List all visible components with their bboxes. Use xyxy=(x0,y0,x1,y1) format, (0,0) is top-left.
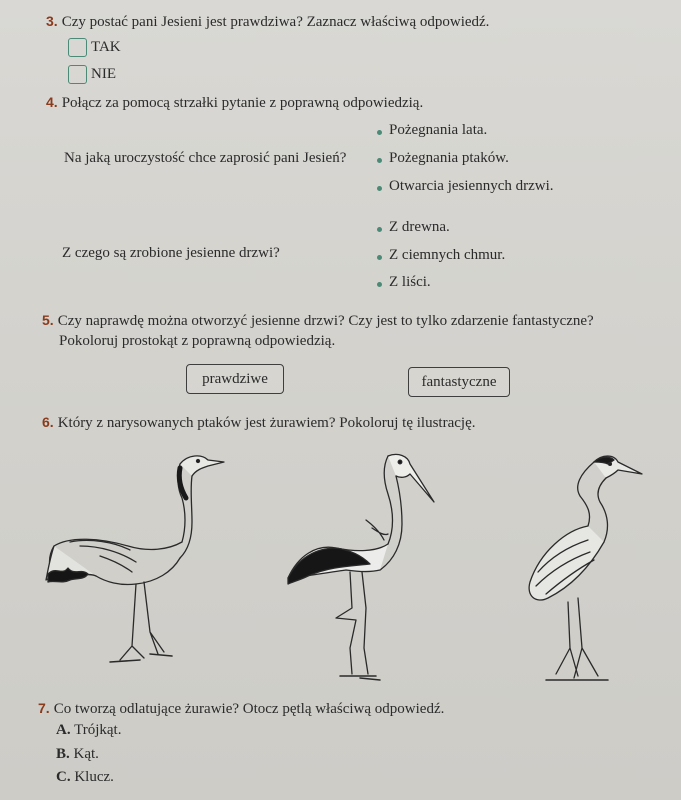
answer-bullet[interactable] xyxy=(377,130,382,135)
question-3 xyxy=(46,13,489,31)
question-text: Czy postać pani Jesieni jest prawdziwa? Zaznacz właściwą odpowiedź. xyxy=(61,14,490,30)
question-number: 7. xyxy=(38,700,50,716)
match-question-1: Na jaką uroczystość chce zaprosić pani Jesień? xyxy=(64,150,347,166)
match-answer: Z liści. xyxy=(389,274,431,290)
question-7 xyxy=(38,700,444,718)
match-question-2: Z czego są zrobione jesienne drzwi? xyxy=(62,245,280,261)
question-number: 4. xyxy=(46,94,58,110)
question-number: 5. xyxy=(42,312,54,328)
option-label-nie: NIE xyxy=(91,66,116,82)
option-text: Klucz. xyxy=(74,769,114,785)
question-text: Czy naprawdę można otworzyć jesienne drzwi? Czy jest to tylko zdarzenie fantastyczne? xyxy=(57,313,594,329)
question-6 xyxy=(42,414,475,432)
option-letter: C. xyxy=(56,769,71,785)
option-text: Kąt. xyxy=(73,746,99,762)
choice-label: prawdziwe xyxy=(202,370,268,387)
option-a[interactable] xyxy=(56,722,121,739)
option-label-tak: TAK xyxy=(91,39,121,55)
checkbox-nie[interactable] xyxy=(68,65,87,84)
crane-illustration[interactable] xyxy=(40,446,230,676)
question-text: Który z narysowanych ptaków jest żurawiem? Pokoloruj tę ilustrację. xyxy=(57,415,476,431)
option-letter: A. xyxy=(56,722,71,738)
option-b[interactable] xyxy=(56,746,99,763)
match-answer: Z ciemnych chmur. xyxy=(389,247,506,263)
match-answer: Pożegnania ptaków. xyxy=(389,150,509,166)
question-text: Co tworzą odlatujące żurawie? Otocz pętlą właściwą odpowiedź. xyxy=(53,701,445,717)
choice-prawdziwe[interactable] xyxy=(186,364,284,394)
answer-bullet[interactable] xyxy=(377,227,382,232)
answer-bullet[interactable] xyxy=(377,255,382,260)
answer-bullet[interactable] xyxy=(377,282,382,287)
checkbox-tak[interactable] xyxy=(68,38,87,57)
answer-bullet[interactable] xyxy=(377,158,382,163)
question-number: 6. xyxy=(42,414,54,430)
question-5 xyxy=(42,312,594,330)
choice-label: fantastyczne xyxy=(421,373,497,390)
match-answer: Otwarcia jesiennych drzwi. xyxy=(389,178,554,194)
question-number: 3. xyxy=(46,13,58,29)
choice-fantastyczne[interactable] xyxy=(408,367,510,397)
option-c[interactable] xyxy=(56,769,114,786)
answer-bullet[interactable] xyxy=(377,186,382,191)
question-text: Połącz za pomocą strzałki pytanie z poprawną odpowiedzią. xyxy=(61,95,424,111)
stork-illustration[interactable] xyxy=(280,448,440,683)
question-4 xyxy=(46,94,423,112)
question-text-line-2: Pokoloruj prostokąt z poprawną odpowiedzią. xyxy=(59,333,336,349)
heron-illustration[interactable] xyxy=(518,452,653,682)
option-text: Trójkąt. xyxy=(74,722,122,738)
match-answer: Z drewna. xyxy=(389,219,450,235)
match-answer: Pożegnania lata. xyxy=(389,122,488,138)
option-letter: B. xyxy=(56,746,70,762)
